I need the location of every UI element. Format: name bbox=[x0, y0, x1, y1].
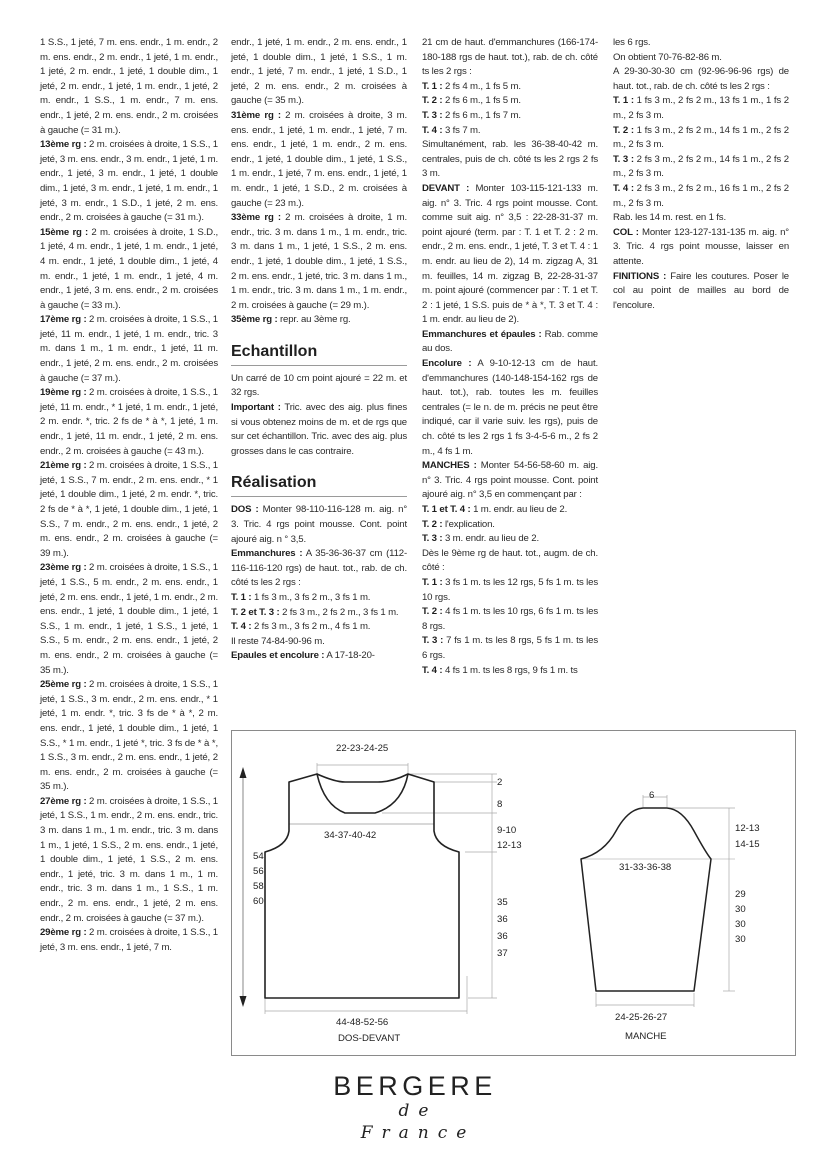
sleeve-length-label bbox=[735, 887, 746, 947]
instruction-paragraph bbox=[231, 635, 407, 650]
instruction-label: T. 1 : bbox=[422, 80, 443, 92]
instruction-paragraph bbox=[231, 649, 407, 664]
instruction-paragraph bbox=[40, 459, 218, 561]
instruction-label: DOS : bbox=[231, 504, 259, 516]
instruction-paragraph bbox=[422, 459, 598, 503]
instruction-text: 1 S.S., 1 jeté, 7 m. ens. endr., 1 m. endr., 2 m. ens. endr., 2 m. endr., 1 jeté, 1 m. endr., 1 jeté, 2 m. endr., 1 jeté, 1 double dim., 1 jeté, 2 m. endr., 1 jeté, 1 m. endr., 1 jeté, 2 m. endr., 1 S.S., 1 m. endr., 7 m. ens. endr., 1 jeté, 2 m. ens. endr., 2 m. croisées à gauche (= 31 m.). bbox=[40, 37, 218, 136]
instruction-text: 2 fs 3 m., 3 fs 2 m., 4 fs 1 m. bbox=[251, 621, 371, 633]
instruction-text: 2 fs 6 m., 1 fs 7 m. bbox=[442, 109, 521, 121]
instruction-paragraph bbox=[231, 109, 407, 211]
chest-width-label: 34-37-40-42 bbox=[324, 830, 377, 841]
instruction-text: l'explication. bbox=[442, 518, 495, 530]
instruction-text: Monter 103-115-121-133 m. aig. n° 3. Tric. 4 rgs point mousse. Cont. comme suit aig. n° 3,5 : 22-28-31-37 m. point ajouré (term. par : T. 1 et T. 2 : 2 m. endr., 2 m. ens. endr., 1 jeté, T. 3 et T. 4 : 1 m. endr. au lieu de 2), 14 m. zigzag A, 31 m. feuilles, 14 m. zigzag B, 22-28-31-37 m. point ajouré (commencer par : T. 1 et T. 2 : 1 jeté, 1 S.S. puis de * à *, T. 3 et T. 4 : 1 m. endr. au lieu de 2). bbox=[422, 182, 598, 326]
instruction-label: 19ème rg : bbox=[40, 387, 87, 399]
instruction-paragraph bbox=[231, 211, 407, 313]
instruction-text: A 29-30-30-30 cm (92-96-96-96 rgs) de haut. tot., rab. de ch. côté ts les 2 rgs : bbox=[613, 66, 789, 92]
logo-sub-text: de France bbox=[360, 1101, 476, 1143]
instruction-text: 2 m. croisées à droite, 1 S.S., 1 jeté, 3 m. ens. endr., 3 m. endr., 1 jeté, 1 m. endr., 1 jeté, 3 m. endr., 1 jeté, 1 double dim., 1 jeté, 3 m. endr., 1 jeté, 1 m. endr., 1 jeté, 3 m. endr., 1 S.D., 1 jeté, 2 m. ens. endr., 2 m. croisées à gauche (= 31 m.). bbox=[40, 139, 218, 224]
instruction-label: 27ème rg : bbox=[40, 795, 87, 807]
gauge-text: Un carré de 10 cm point ajouré = 22 m. et 32 rgs. bbox=[231, 372, 407, 399]
sleeve-piece-title: MANCHE bbox=[625, 1031, 667, 1042]
instruction-text: 1 m. endr. au lieu de 2. bbox=[470, 504, 568, 515]
armhole-height-label bbox=[497, 823, 522, 853]
side-length-label bbox=[497, 894, 508, 962]
instruction-text: Rab. comme au dos. bbox=[422, 328, 598, 355]
section-title-realisation: Réalisation bbox=[231, 473, 407, 497]
instruction-label: T. 1 : bbox=[613, 95, 634, 107]
instruction-label: Emmanchures et épaules : bbox=[422, 328, 542, 340]
text-column-3 bbox=[422, 36, 598, 678]
instruction-text: Faire les coutures. Poser le col au point de mailles au bord de l'encolure. bbox=[613, 270, 789, 311]
instruction-text: Rab. les 14 m. rest. en 1 fs. bbox=[613, 212, 726, 224]
instruction-text: Monter 123-127-131-135 m. aig. n° 3. Tric. 4 rgs point mousse, laisser en attente. bbox=[613, 226, 789, 267]
instruction-label: 29ème rg : bbox=[40, 927, 87, 939]
body-piece-title: DOS-DEVANT bbox=[338, 1033, 401, 1044]
instruction-paragraph bbox=[422, 182, 598, 328]
instruction-paragraph bbox=[613, 211, 789, 226]
instruction-text: 2 m. croisées à droite, 1 S.S., 1 jeté, 1 S.S., 3 m. endr., 2 m. ens. endr., * 1 jeté, 1 m. endr. *, tric. 3 fs de * à *, 2 m. ens. endr., 1 jeté, 1 double dim., 1 jeté, 1 S.S., * 1 m. endr., 1 jeté *, tric. 3 fs de * à *, 1 S.S., 3 m. endr., 2 m. ens. endr., 1 jeté, 2 m. ens. endr., 2 m. croisées à gauche (= 35 m.). bbox=[40, 679, 218, 793]
instruction-paragraph bbox=[40, 226, 218, 314]
instruction-text: Il reste 74-84-90-96 m. bbox=[231, 635, 325, 647]
instruction-label: 33ème rg : bbox=[231, 212, 281, 224]
instruction-text: 2 m. croisées à droite, 1 S.S., 1 jeté, 11 m. endr., 1 jeté, 1 m. endr., tric. 3 m. dans 1 m., 1 m. endr., 1 jeté, 11 m. endr., 1 jeté, 2 m. ens. endr., 2 m. croisées à gauche (= 37 m.). bbox=[40, 314, 218, 384]
side-length-size-4: 37 bbox=[497, 948, 508, 959]
sleeve-upper-width-label: 31-33-36-38 bbox=[619, 862, 672, 873]
sleeve-piece bbox=[581, 795, 735, 1007]
cap-height-b: 14-15 bbox=[735, 839, 760, 850]
instruction-paragraph bbox=[422, 576, 598, 605]
instruction-paragraph bbox=[40, 561, 218, 678]
instruction-label: T. 4 : bbox=[231, 621, 252, 633]
arrow-down-icon bbox=[240, 996, 247, 1007]
instruction-text: 3 fs 7 m. bbox=[442, 124, 481, 136]
instruction-paragraph bbox=[613, 65, 789, 94]
instruction-text: Simultanément, rab. les 36-38-40-42 m. centrales, puis de ch. côté ts les 2 rgs 2 fs 3 m. bbox=[422, 139, 598, 180]
important-text: Tric. avec des aig. plus fines si vous obtenez moins de m. et de rgs que sur cet échantillon. Tric. avec des aig. plus grosses dans le cas contraire. bbox=[231, 402, 407, 457]
instruction-label: T. 1 : bbox=[422, 576, 443, 588]
instruction-paragraph bbox=[422, 80, 598, 95]
instruction-label: T. 3 : bbox=[422, 533, 443, 545]
sleeve-top-width-label: 6 bbox=[649, 790, 655, 801]
instruction-text: 1 fs 3 m., 2 fs 2 m., 13 fs 1 m., 1 fs 2 m., 2 fs 3 m. bbox=[613, 95, 789, 121]
sleeve-outline bbox=[581, 808, 711, 991]
neck-width-label: 22-23-24-25 bbox=[336, 743, 389, 754]
text-column-1 bbox=[40, 36, 218, 955]
instruction-text: 2 fs 3 m., 2 fs 2 m., 16 fs 1 m., 2 fs 2 m., 2 fs 3 m. bbox=[613, 182, 789, 209]
armhole-height-b: 12-13 bbox=[497, 840, 522, 851]
text-column-2 bbox=[231, 36, 407, 664]
total-height-size-3: 58 bbox=[253, 881, 264, 892]
instruction-label: DEVANT : bbox=[422, 182, 470, 194]
instruction-text: 2 fs 6 m., 1 fs 5 m. bbox=[442, 95, 521, 107]
instruction-label: T. 2 : bbox=[422, 518, 443, 530]
instruction-label: T. 3 : bbox=[613, 153, 634, 165]
instruction-label: 21ème rg : bbox=[40, 460, 87, 472]
instruction-text: 2 m. croisées à droite, 1 S.S., 1 jeté, 1 S.S., 7 m. endr., 2 m. ens. endr., * 1 jeté, 1 double dim., 1 jeté, 2 m. endr. *, tric. 2 fs de * à *, 1 jeté, 1 double dim., 1 jeté, 1 S.S., 7 m. endr., 2 m. ens. endr., 1 jeté, 2 m. ens. endr., 2 m. croisées à gauche (= 39 m.). bbox=[40, 460, 218, 559]
instruction-text: 2 m. croisées à droite, 3 m. ens. endr., 1 jeté, 1 m. endr., 1 jeté, 7 m. ens. endr., 1 jeté, 1 m. endr., 2 m. ens. endr., 1 jeté, 1 double dim., 1 jeté, 1 S.S., 1 m. endr., 1 jeté, 7 m. ens. endr., 1 jeté, 1 m. endr., 1 jeté, 1 S.D., 2 m. croisées à gauche (= 23 m.). bbox=[231, 109, 407, 209]
instruction-paragraph bbox=[613, 226, 789, 270]
instruction-text: 2 m. croisées à droite, 1 m. endr., tric. 3 m. dans 1 m., 1 m. endr., tric. 3 m. dans 1 m., 1 jeté, 1 S.S., 2 m. ens. endr., 1 jeté, 1 double dim., 1 jeté, 1 S.S., 2 m. ens. endr., 1 jeté, tric. 3 m. dans 1 m., 1 m. endr., tric. 3 m. dans 1 m., 1 m. endr., 2 m. croisées à gauche (= 29 m.). bbox=[231, 212, 407, 311]
instruction-paragraph bbox=[613, 270, 789, 314]
instruction-text: Dès le 9ème rg de haut. tot., augm. de ch. côté : bbox=[422, 547, 598, 574]
instruction-text: 2 fs 3 m., 2 fs 2 m., 14 fs 1 m., 2 fs 2 m., 2 fs 3 m. bbox=[613, 153, 789, 180]
instruction-text: 3 fs 1 m. ts les 12 rgs, 5 fs 1 m. ts les 10 rgs. bbox=[422, 576, 598, 603]
instruction-label: 13ème rg : bbox=[40, 139, 87, 151]
instruction-label: Epaules et encolure : bbox=[231, 650, 325, 662]
instruction-paragraph bbox=[422, 605, 598, 634]
instruction-label: 23ème rg : bbox=[40, 562, 87, 574]
section-title-echantillon: Echantillon bbox=[231, 342, 407, 366]
instruction-paragraph bbox=[422, 503, 598, 518]
sleeve-cap-height-label bbox=[735, 821, 760, 853]
instruction-paragraph bbox=[231, 36, 407, 109]
instruction-text: 2 m. croisées à droite, 1 S.S., 1 jeté, 3 m. ens. endr., 1 jeté, 7 m. bbox=[40, 927, 218, 953]
instruction-paragraph bbox=[231, 547, 407, 591]
instruction-text: endr., 1 jeté, 1 m. endr., 2 m. ens. endr., 1 jeté, 1 double dim., 1 jeté, 1 S.S., 1 m. endr., 1 jeté, 7 m. endr., 1 jeté, 1 S.D., 1 jeté, 2 m. ens. endr., 2 m. croisées à gauche (= 35 m.). bbox=[231, 37, 407, 107]
instruction-label: T. 3 : bbox=[422, 109, 443, 121]
instruction-paragraph bbox=[613, 51, 789, 66]
cap-height-a: 12-13 bbox=[735, 823, 760, 834]
body-outline bbox=[265, 774, 459, 998]
instruction-label: T. 2 : bbox=[422, 606, 443, 618]
instruction-paragraph bbox=[231, 591, 407, 606]
instruction-label: T. 4 : bbox=[613, 182, 634, 194]
instruction-label: Emmanchures : bbox=[231, 548, 303, 560]
instruction-paragraph bbox=[613, 36, 789, 51]
instruction-label: Encolure : bbox=[422, 358, 472, 370]
instruction-paragraph bbox=[613, 182, 789, 211]
instruction-paragraph bbox=[422, 138, 598, 182]
instruction-paragraph bbox=[613, 124, 789, 153]
instruction-text: 2 m. croisées à droite, 1 S.S., 1 jeté, 1 S.S., 5 m. endr., 2 m. ens. endr., 1 jeté, 2 m. ens. endr., 1 jeté, 1 m. endr., 2 m. ens. endr., 1 jeté, 1 double dim., 1 jeté, 1 S.S., 1 m. endr., 1 jeté, 1 S.S., 1 jeté, 1 S.S., 5 m. endr., 2 m. ens. endr., 1 jeté, 2 m. ens. endr., 2 m. croisées à gauche (= 35 m.). bbox=[40, 562, 218, 676]
instruction-paragraph bbox=[40, 678, 218, 795]
instruction-label: T. 1 et T. 4 : bbox=[422, 504, 471, 515]
important-note bbox=[231, 401, 407, 459]
instruction-text: Monter 98-110-116-128 m. aig. n° 3. Tric. 4 rgs point mousse. Cont. point ajouré aig. n ° 3,5. bbox=[231, 504, 408, 545]
logo-brand-text: BERGERE bbox=[333, 1071, 497, 1101]
total-height-size-4: 60 bbox=[253, 896, 264, 907]
instruction-text: 2 fs 4 m., 1 fs 5 m. bbox=[442, 80, 521, 92]
instruction-label: 25ème rg : bbox=[40, 679, 87, 691]
instruction-label: COL : bbox=[613, 226, 639, 238]
instruction-label: T. 4 : bbox=[422, 664, 443, 676]
instruction-label: FINITIONS : bbox=[613, 270, 667, 282]
instruction-paragraph bbox=[422, 328, 598, 357]
instruction-text: A 9-10-12-13 cm de haut. d'emmanchures (140-148-154-162 rgs de haut. tot.), rab. toutes les m. feuilles centrales (= le n. de m. précis ne peut être indiqué, car il varie suiv. les rgs), puis de ch. côté ts les 2 rgs 1 fs 3-4-5-6 m., 2 fs 2 m., 4 fs 1 m. bbox=[422, 358, 598, 457]
instruction-text: Monter 54-56-58-60 m. aig. n° 3. Tric. 4 rgs point mousse. Cont. point ajouré aig. n° 3,5 en commençant par : bbox=[422, 460, 598, 501]
instruction-label: T. 2 : bbox=[613, 124, 634, 136]
total-height-size-2: 56 bbox=[253, 866, 264, 877]
instruction-paragraph bbox=[422, 532, 598, 547]
instruction-text: 2 m. croisées à droite, 1 S.S., 1 jeté, 1 S.S., 1 m. endr., 2 m. ens. endr., tric. 3 m. dans 1 m., 1 m. endr., tric. 3 m. dans 1 m., 1 jeté, 1 S.S., 2 m. ens. endr., 1 jeté, 1 double dim., 1 jeté, 1 S.S., 2 m. ens. endr., 1 jeté, tric. 3 m. dans 1 m., 1 m. endr., tric. 3 m. dans 1 m., 1 S.S., 1 m. endr., 2 m. ens. endr., 1 jeté, 2 m. ens. endr., 2 m. croisées à gauche (= 37 m.). bbox=[40, 795, 218, 924]
armhole-height-a: 9-10 bbox=[497, 825, 517, 836]
instruction-text: 21 cm de haut. d'emmanchures (166-174-180-188 rgs de haut. tot.), rab. de ch. côté ts les 2 rgs : bbox=[422, 37, 598, 78]
bottom-width-label: 44-48-52-56 bbox=[336, 1017, 389, 1028]
total-height-label bbox=[253, 849, 264, 909]
total-height-size-1: 54 bbox=[253, 851, 264, 862]
instruction-label: T. 1 : bbox=[231, 592, 252, 603]
instruction-paragraph bbox=[40, 36, 218, 138]
instruction-paragraph bbox=[422, 634, 598, 663]
sleeve-length-size-3: 30 bbox=[735, 919, 746, 930]
sleeve-length-size-4: 30 bbox=[735, 934, 746, 945]
sleeve-length-size-2: 30 bbox=[735, 904, 746, 915]
instruction-text: 7 fs 1 m. ts les 8 rgs, 5 fs 1 m. ts les 6 rgs. bbox=[422, 635, 598, 661]
instruction-paragraph bbox=[422, 357, 598, 459]
cuff-width-label: 24-25-26-27 bbox=[615, 1012, 668, 1023]
instruction-label: T. 4 : bbox=[422, 124, 443, 136]
instruction-label: 35ème rg : bbox=[231, 314, 278, 326]
instruction-text: On obtient 70-76-82-86 m. bbox=[613, 51, 722, 63]
instruction-text: 1 fs 3 m., 3 fs 2 m., 3 fs 1 m. bbox=[251, 592, 371, 603]
shoulder-drop-label: 2 bbox=[497, 777, 503, 788]
instruction-text: repr. au 3ème rg. bbox=[277, 314, 351, 326]
instruction-paragraph bbox=[40, 795, 218, 926]
instruction-paragraph bbox=[231, 313, 407, 328]
instruction-paragraph bbox=[231, 620, 407, 635]
instruction-paragraph bbox=[231, 606, 407, 621]
realisation-list bbox=[231, 503, 407, 664]
instruction-label: T. 3 : bbox=[422, 635, 444, 647]
instruction-text: 4 fs 1 m. ts les 10 rgs, 6 fs 1 m. ts les 8 rgs. bbox=[422, 606, 598, 632]
instruction-text: 2 m. croisées à droite, 1 S.D., 1 jeté, 4 m. endr., 1 jeté, 1 m. endr., 1 jeté, 4 m. endr., 1 jeté, 1 double dim., 1 jeté, 4 m. endr., 1 jeté, 1 m. endr., 1 jeté, 4 m. endr., 1 jeté, 3 m. ens. endr., 2 m. croisées à gauche (= 33 m.). bbox=[40, 226, 218, 311]
sleeve-length-size-1: 29 bbox=[735, 889, 746, 900]
important-label: Important : bbox=[231, 402, 281, 414]
instruction-text: A 35-36-36-37 cm (112-116-116-120 rgs) de haut. tot., rab. de ch. côté ts les 2 rgs : bbox=[231, 548, 408, 589]
back-neckline bbox=[317, 774, 408, 782]
instruction-text: 2 fs 3 m., 2 fs 2 m., 3 fs 1 m. bbox=[279, 606, 399, 618]
instruction-paragraph bbox=[40, 386, 218, 459]
instruction-label: MANCHES : bbox=[422, 460, 477, 472]
instruction-paragraph bbox=[422, 36, 598, 80]
instruction-paragraph bbox=[422, 124, 598, 139]
instruction-label: T. 2 : bbox=[422, 95, 443, 107]
instruction-paragraph bbox=[40, 138, 218, 226]
instruction-paragraph bbox=[40, 313, 218, 386]
arrow-up-icon bbox=[240, 767, 247, 778]
side-length-size-3: 36 bbox=[497, 931, 508, 942]
instruction-text: 1 fs 3 m., 2 fs 2 m., 14 fs 1 m., 2 fs 2 m., 2 fs 3 m. bbox=[613, 124, 789, 151]
instruction-label: 17ème rg : bbox=[40, 314, 87, 326]
instruction-label: 31ème rg : bbox=[231, 109, 281, 121]
side-length-size-2: 36 bbox=[497, 914, 508, 925]
instruction-label: 15ème rg : bbox=[40, 226, 89, 238]
instruction-paragraph bbox=[422, 518, 598, 533]
body-piece bbox=[240, 763, 498, 1014]
instruction-text: A 17-18-20- bbox=[324, 650, 375, 662]
instruction-text: 4 fs 1 m. ts les 8 rgs, 9 fs 1 m. ts bbox=[442, 664, 578, 676]
instruction-label: T. 2 et T. 3 : bbox=[231, 606, 280, 618]
side-length-size-1: 35 bbox=[497, 897, 508, 908]
neck-depth-label: 8 bbox=[497, 799, 503, 810]
instruction-paragraph bbox=[613, 153, 789, 182]
instruction-paragraph bbox=[422, 664, 598, 679]
instruction-paragraph bbox=[231, 503, 407, 547]
instruction-text: les 6 rgs. bbox=[613, 37, 651, 48]
instruction-paragraph bbox=[422, 109, 598, 124]
instruction-paragraph bbox=[422, 547, 598, 576]
schematic-drawing bbox=[232, 731, 797, 1057]
text-column-4 bbox=[613, 36, 789, 313]
instruction-text: 2 m. croisées à droite, 1 S.S., 1 jeté, 11 m. endr., * 1 jeté, 1 m. endr., 1 jeté, 2 m. endr. *, tric. 2 fs de * à *, 1 jeté, 1 m. endr., 1 jeté, 11 m. endr., 1 jeté, 2 m. ens. endr., 2 m. croisées à gauche (= 43 m.). bbox=[40, 387, 218, 457]
brand-logo bbox=[330, 1072, 500, 1144]
instruction-paragraph bbox=[40, 926, 218, 955]
instruction-paragraph bbox=[422, 94, 598, 109]
schematic-diagram bbox=[231, 730, 796, 1056]
instruction-text: 3 m. endr. au lieu de 2. bbox=[442, 533, 539, 545]
row-instructions-continued bbox=[231, 36, 407, 328]
instruction-paragraph bbox=[613, 94, 789, 123]
